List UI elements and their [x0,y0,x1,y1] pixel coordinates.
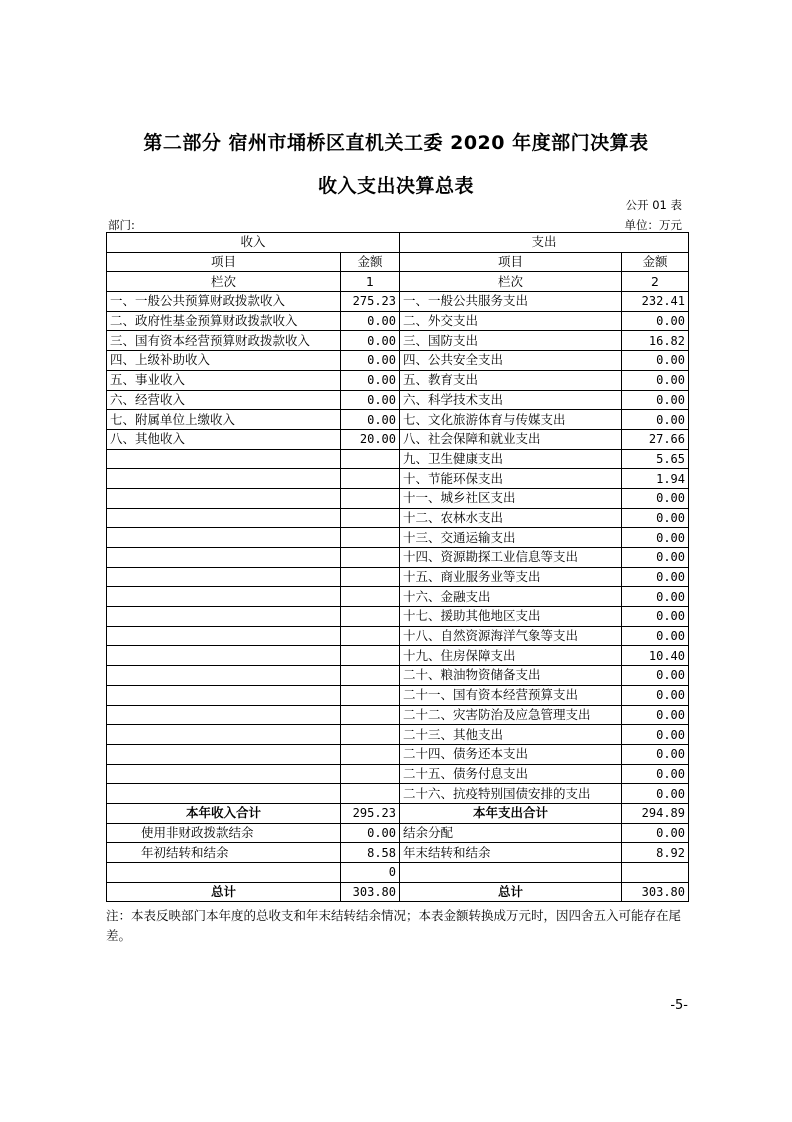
income-seq-label: 栏次 [107,272,341,292]
income-item [107,685,341,705]
income-amount [341,666,400,686]
expense-amount: 0.00 [622,488,689,508]
income-amount [341,725,400,745]
income-amount [341,587,400,607]
expense-amount: 10.40 [622,646,689,666]
table-row [107,705,689,725]
expense-amount: 0.00 [622,666,689,686]
income-item: 八、其他收入 [107,429,341,449]
blank-row [107,863,689,883]
income-amount [341,488,400,508]
form-number: 公开 01 表 [625,198,682,212]
income-amount: 0.00 [341,311,400,331]
table-row [107,292,689,312]
table-row [107,370,689,390]
grand-total-income-label: 总计 [107,882,341,902]
expense-item: 二十四、债务还本支出 [400,744,622,764]
begin-balance-amount: 8.58 [341,843,400,863]
expense-amount: 0.00 [622,607,689,627]
expense-amount: 0.00 [622,311,689,331]
table-row [107,725,689,745]
table-row [107,410,689,430]
income-item [107,607,341,627]
expense-item: 十八、自然资源海洋气象等支出 [400,626,622,646]
expense-item: 八、社会保障和就业支出 [400,429,622,449]
table-subtitle: 收入支出决算总表 [317,175,474,197]
income-amount [341,548,400,568]
income-amount [341,705,400,725]
expense-item: 十五、商业服务业等支出 [400,567,622,587]
income-amount [341,508,400,528]
end-balance-amount: 8.92 [622,843,689,863]
grand-total-expense: 303.80 [622,882,689,902]
balance-row [107,843,689,863]
expense-amount: 0.00 [622,351,689,371]
expense-amount: 0.00 [622,725,689,745]
income-item [107,449,341,469]
income-amount-header: 金额 [341,252,400,272]
expense-amount: 16.82 [622,331,689,351]
income-header: 收入 [107,233,400,253]
income-item [107,626,341,646]
income-amount [341,469,400,489]
expense-item: 二十、粮油物资储备支出 [400,666,622,686]
income-item [107,646,341,666]
income-amount: 0.00 [341,390,400,410]
income-amount: 0.00 [341,331,400,351]
section-header-row [107,233,689,253]
expense-amount: 0.00 [622,705,689,725]
expense-item: 二十六、抗疫特别国债安排的支出 [400,784,622,804]
blank-cell [622,863,689,883]
expense-amount: 0.00 [622,548,689,568]
table-row [107,528,689,548]
column-header-row [107,252,689,272]
table-row [107,311,689,331]
income-amount [341,626,400,646]
income-item [107,666,341,686]
unit-label: 单位：万元 [624,218,682,232]
income-amount [341,607,400,627]
expense-amount: 27.66 [622,429,689,449]
year-income-total-label: 本年收入合计 [107,803,341,823]
expense-amount: 0.00 [622,390,689,410]
income-item [107,469,341,489]
year-expense-total-label: 本年支出合计 [400,803,622,823]
expense-item: 十二、农林水支出 [400,508,622,528]
income-amount: 0.00 [341,351,400,371]
income-amount: 20.00 [341,429,400,449]
table-row [107,685,689,705]
income-item [107,784,341,804]
table-row [107,567,689,587]
surplus-allocation-amount: 0.00 [622,823,689,843]
expense-amount: 0.00 [622,508,689,528]
income-amount: 0.00 [341,370,400,390]
begin-balance-label: 年初结转和结余 [107,843,341,863]
expense-amount: 0.00 [622,784,689,804]
expense-item: 二十二、灾害防治及应急管理支出 [400,705,622,725]
expense-item: 二十一、国有资本经营预算支出 [400,685,622,705]
income-item [107,587,341,607]
table-row [107,469,689,489]
income-item: 二、政府性基金预算财政拨款收入 [107,311,341,331]
income-amount [341,764,400,784]
expense-item-header: 项目 [400,252,622,272]
income-item [107,764,341,784]
income-amount: 0.00 [341,410,400,430]
table-footer [107,803,689,901]
blank-cell [107,863,341,883]
grand-total-expense-label: 总计 [400,882,622,902]
expense-header: 支出 [400,233,689,253]
expense-seq-label: 栏次 [400,272,622,292]
expense-amount: 5.65 [622,449,689,469]
grand-total-row [107,882,689,902]
expense-amount: 0.00 [622,370,689,390]
income-amount [341,744,400,764]
expense-item: 二、外交支出 [400,311,622,331]
expense-amount: 0.00 [622,764,689,784]
table-row [107,784,689,804]
expense-item: 七、文化旅游体育与传媒支出 [400,410,622,430]
non-fiscal-label: 使用非财政拨款结余 [107,823,341,843]
year-expense-total: 294.89 [622,803,689,823]
grand-total-income: 303.80 [341,882,400,902]
department-label: 部门: [108,218,135,232]
table-row [107,488,689,508]
table-row [107,508,689,528]
income-item: 一、一般公共预算财政拨款收入 [107,292,341,312]
non-fiscal-row [107,823,689,843]
table-body [107,233,689,804]
income-item [107,744,341,764]
expense-item: 二十三、其他支出 [400,725,622,745]
table-row [107,429,689,449]
income-amount [341,784,400,804]
income-amount [341,528,400,548]
page-title: 第二部分 宿州市埇桥区直机关工委 2020 年度部门决算表 [143,132,649,154]
table-row [107,587,689,607]
income-item: 六、经营收入 [107,390,341,410]
expense-item: 十一、城乡社区支出 [400,488,622,508]
expense-item: 二十五、债务付息支出 [400,764,622,784]
income-amount [341,646,400,666]
income-item [107,548,341,568]
page-number: -5- [670,998,688,1013]
income-item: 七、附属单位上缴收入 [107,410,341,430]
table-note: 注：本表反映部门本年度的总收支和年末结转结余情况；本表金额转换成万元时，因四舍五入可能存在尾差。 [106,908,682,943]
expense-item: 四、公共安全支出 [400,351,622,371]
table-row [107,646,689,666]
table-row [107,744,689,764]
expense-amount: 0.00 [622,587,689,607]
expense-item: 五、教育支出 [400,370,622,390]
non-fiscal-amount: 0.00 [341,823,400,843]
table-row [107,607,689,627]
year-total-row [107,803,689,823]
expense-item: 三、国防支出 [400,331,622,351]
expense-item: 十六、金融支出 [400,587,622,607]
surplus-allocation-label: 结余分配 [400,823,622,843]
expense-amount: 0.00 [622,626,689,646]
income-seq-number: 1 [341,272,400,292]
table-row [107,390,689,410]
expense-amount: 0.00 [622,567,689,587]
income-item: 三、国有资本经营预算财政拨款收入 [107,331,341,351]
income-item [107,508,341,528]
table-row [107,351,689,371]
expense-amount: 0.00 [622,744,689,764]
income-amount [341,567,400,587]
expense-amount: 1.94 [622,469,689,489]
expense-item: 六、科学技术支出 [400,390,622,410]
end-balance-label: 年末结转和结余 [400,843,622,863]
income-item: 四、上级补助收入 [107,351,341,371]
expense-item: 九、卫生健康支出 [400,449,622,469]
income-item [107,528,341,548]
table-row [107,764,689,784]
income-amount: 275.23 [341,292,400,312]
expense-item: 十四、资源勘探工业信息等支出 [400,548,622,568]
expense-amount-header: 金额 [622,252,689,272]
table-row [107,666,689,686]
blank-row-amount: 0 [341,863,400,883]
blank-cell [400,863,622,883]
table-row [107,548,689,568]
expense-item: 十九、住房保障支出 [400,646,622,666]
expense-amount: 0.00 [622,410,689,430]
expense-item: 十七、援助其他地区支出 [400,607,622,627]
expense-amount: 232.41 [622,292,689,312]
year-income-total: 295.23 [341,803,400,823]
income-expense-table [106,232,689,902]
income-item [107,488,341,508]
expense-amount: 0.00 [622,528,689,548]
income-item [107,725,341,745]
income-item [107,567,341,587]
table-row [107,626,689,646]
expense-item: 一、一般公共服务支出 [400,292,622,312]
expense-item: 十、节能环保支出 [400,469,622,489]
income-amount [341,685,400,705]
expense-item: 十三、交通运输支出 [400,528,622,548]
income-item [107,705,341,725]
expense-amount: 0.00 [622,685,689,705]
expense-seq-number: 2 [622,272,689,292]
table-row [107,449,689,469]
table-row [107,331,689,351]
income-item-header: 项目 [107,252,341,272]
sequence-row [107,272,689,292]
income-item: 五、事业收入 [107,370,341,390]
income-amount [341,449,400,469]
